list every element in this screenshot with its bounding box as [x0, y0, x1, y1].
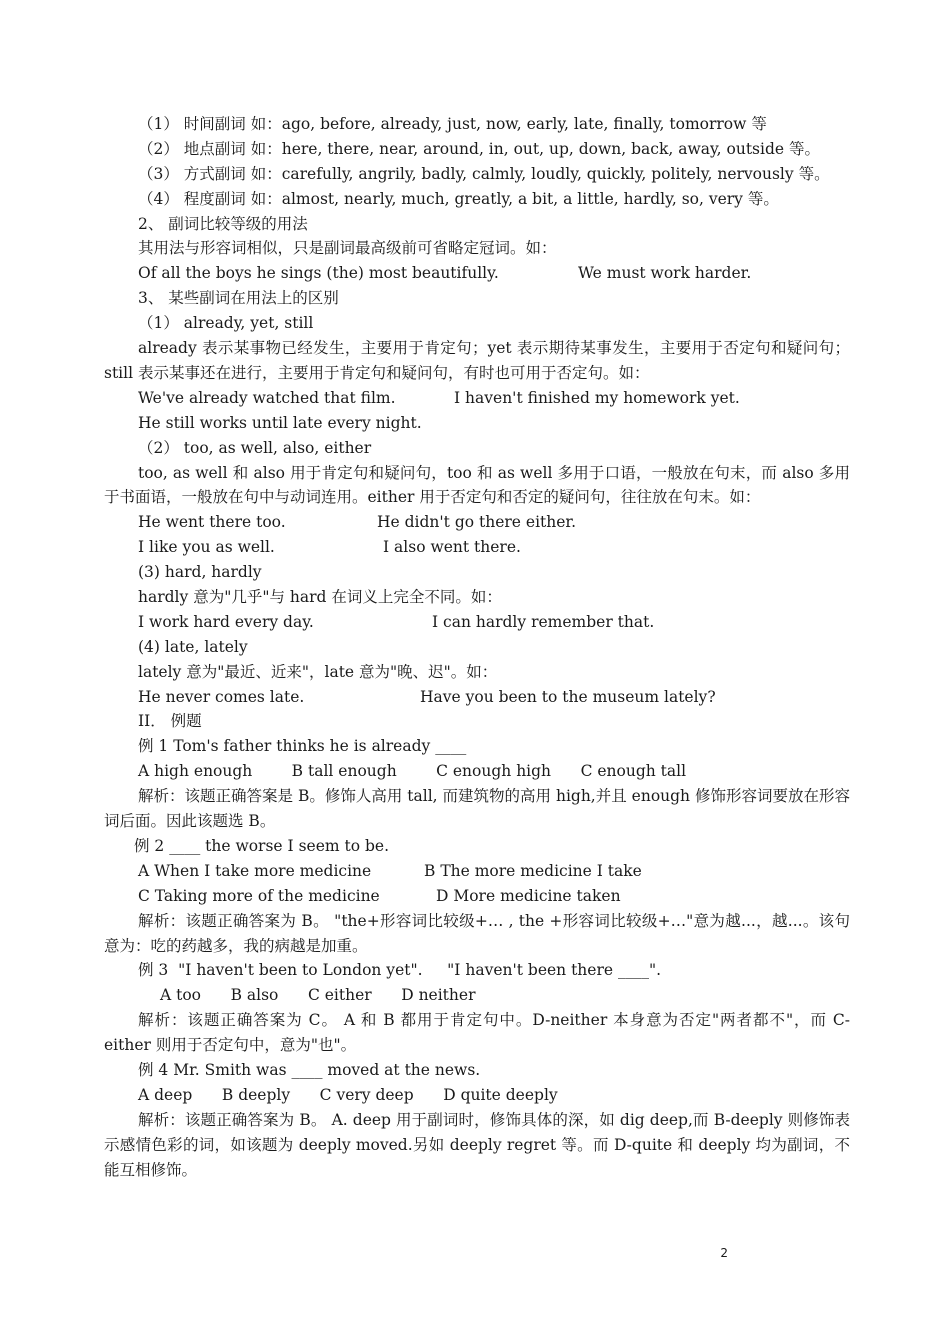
as-well-also-example-row	[104, 535, 850, 560]
example-question-2-options-row-1	[104, 859, 850, 884]
too-either-example-row	[104, 510, 850, 535]
comparison-explanation: 其用法与形容词相似，只是副词最高级前可省略定冠词。如：	[138, 239, 557, 258]
example-question-4-options: A deep B deeply C very deep D quite deeply	[138, 1085, 558, 1104]
example-question-3-options: A too B also C either D neither	[160, 986, 476, 1005]
subsection-too-also-either: （2） too, as well, also, either	[138, 438, 372, 457]
subsection-late-lately: (4) late, lately	[138, 637, 248, 656]
option-text: D More medicine taken	[436, 886, 621, 905]
comparison-example-row	[104, 261, 850, 286]
example-sentence: We've already watched that film.	[138, 388, 396, 407]
example-sentence: He went there too.	[138, 513, 286, 532]
page-content	[104, 112, 850, 1183]
section-heading-differences: 3、 某些副词在用法上的区别	[138, 289, 339, 308]
example-sentence: He didn't go there either.	[377, 513, 577, 532]
example-sentence: Of all the boys he sings (the) most beautifully.	[138, 264, 499, 283]
example-question-1: 例 1 Tom's father thinks he is already ____	[138, 737, 467, 756]
too-also-either-explanation: too, as well 和 also 用于肯定句和疑问句，too 和 as well 多用于口语，一般放在句末，而 also 多用于书面语，一般放在句中与动词连用。either 用于否定句和否定的疑问句，往往放在句末。如：	[104, 463, 850, 507]
section-heading-comparison: 2、 副词比较等级的用法	[138, 214, 308, 233]
adverb-type-time: （1） 时间副词 如：ago, before, already, just, now, early, late, finally, tomorrow 等	[138, 115, 767, 133]
example-question-4: 例 4 Mr. Smith was ____ moved at the news.	[138, 1061, 481, 1079]
example-question-3: 例 3 "I haven't been to London yet". "I haven't been there ____".	[138, 961, 662, 980]
option-text: A When I take more medicine	[138, 861, 372, 880]
example-answer-3: 解析：该题正确答案为 C。 A 和 B 都用于肯定句中。D-neither 本身意为否定"两者都不"，而 C-either 则用于否定句中，意为"也"。	[104, 1011, 850, 1055]
adverb-type-place: （2） 地点副词 如：here, there, near, around, in, out, up, down, back, away, outside 等。	[138, 139, 820, 158]
example-answer-4: 解析：该题正确答案为 B。 A. deep 用于副词时，修饰具体的深，如 dig deep,而 B-deeply 则修饰表示感情色彩的词，如该题为 deeply moved.另如 deeply regret 等。而 D-quite 和 deeply 均为副词，不能互相修饰。	[104, 1110, 850, 1179]
option-text: C Taking more of the medicine	[138, 886, 380, 905]
already-yet-example-row	[104, 386, 850, 411]
example-sentence: I like you as well.	[138, 538, 275, 557]
hard-hardly-explanation: hardly 意为"几乎"与 hard 在词义上完全不同。如：	[138, 587, 502, 606]
example-sentence: I work hard every day.	[138, 612, 314, 631]
example-sentence: Have you been to the museum lately?	[420, 687, 716, 706]
still-example: He still works until late every night.	[138, 413, 422, 432]
example-question-1-options: A high enough B tall enough C enough high C enough tall	[138, 762, 687, 781]
adverb-type-degree: （4） 程度副词 如：almost, nearly, much, greatly, a bit, a little, hardly, so, very 等。	[138, 189, 779, 208]
hard-hardly-example-row	[104, 610, 850, 635]
late-lately-example-row	[104, 685, 850, 710]
option-text: B The more medicine I take	[424, 861, 642, 880]
adverb-type-manner: （3） 方式副词 如：carefully, angrily, badly, calmly, loudly, quickly, politely, nervously 等。	[138, 164, 830, 183]
example-sentence: I haven't finished my homework yet.	[454, 388, 740, 407]
late-lately-explanation: lately 意为"最近、近来"，late 意为"晚、迟"。如：	[138, 662, 498, 681]
subsection-hard-hardly: (3) hard, hardly	[138, 563, 262, 582]
page-number: 2	[720, 1246, 728, 1260]
example-sentence: He never comes late.	[138, 687, 305, 706]
already-yet-still-explanation: already 表示某事物已经发生，主要用于肯定句；yet 表示期待某事发生，主要用于否定句和疑问句；still 表示某事还在进行，主要用于肯定句和疑问句，有时也可用于否定句。如：	[104, 339, 850, 382]
section-heading-examples: II． 例题	[138, 712, 202, 731]
example-answer-1: 解析：该题正确答案是 B。修饰人高用 tall, 而建筑物的高用 high,并且 enough 修饰形容词要放在形容词后面。因此该题选 B。	[104, 787, 850, 831]
subsection-already-yet-still: （1） already, yet, still	[138, 314, 314, 333]
example-answer-2: 解析：该题正确答案为 B。 "the+形容词比较级+… , the +形容词比较级+…"意为越...，越...。该句意为：吃的药越多，我的病越是加重。	[104, 911, 850, 955]
example-question-2: 例 2 ____ the worse I seem to be.	[134, 836, 390, 855]
example-sentence: I can hardly remember that.	[432, 612, 655, 631]
example-question-2-options-row-2	[104, 884, 850, 909]
example-sentence: We must work harder.	[578, 264, 752, 283]
example-sentence: I also went there.	[383, 538, 521, 557]
